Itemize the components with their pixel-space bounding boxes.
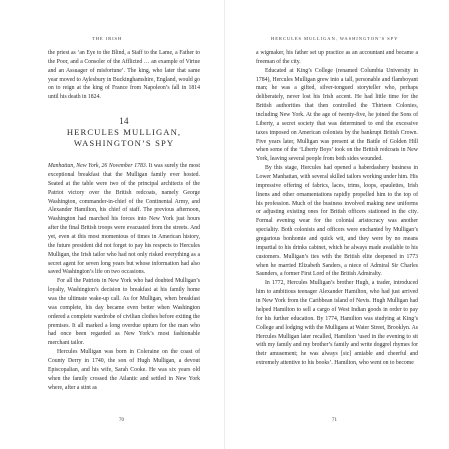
left-page <box>0 0 224 449</box>
body-paragraph: Educated at King’s College (renamed Columbia University in 1784), Hercules Mulligan grew into a tall, personable and flamboyant man; he was a gifted, silver-tongued storyteller who, perhaps deliberately, never lost his Irish accent. He had little time for the British authorities that then controlled the Thirteen Colonies, including New York. At the age of twenty-five, he joined the Sons of Liberty, a secret society that was determined to end the excessive taxes imposed on American colonists by the bankrupt British Crown. Five years later, Mulligan was present at the Battle of Golden Hill when some of the ‘Liberty Boys’ took on the British redcoats in New York, leaving several people from both sides wounded. <box>256 67 418 163</box>
body-paragraph: For all the Patriots in New York who had doubted Mulligan’s loyalty, Washington’s decision to breakfast at his family home was the ultimate wake-up call. As for Mulligan, when breakfast was complete, his day became even better when Washington ordered a complete wardrobe of civilian clothes before exiting the premises. It all marked a long overdue upturn for the man who had once been regarded as New York’s most fashionable merchant tailor. <box>48 278 200 347</box>
opening-paragraph <box>48 162 200 277</box>
continuation-paragraph: the priest as ‘an Eye to the Blind, a Staff to the Lame, a Father to the Poor, and a Consoler of the Afflicted … an example of Virtue and an Assuager of misfortune’. The king, who later that same year moved to Aylesbury in Buckinghamshire, England, would go on to reign at the king of France from Napoleon’s fall in 1814 until his death in 1824. <box>48 50 200 101</box>
dateline: Manhattan, New York, 26 November 1783. <box>48 163 148 170</box>
running-head: THE IRISH <box>92 36 123 41</box>
chapter-heading <box>48 116 200 149</box>
body-text <box>48 49 200 393</box>
body-paragraph: Hercules Mulligan was born in Coleraine on the coast of County Derry in 1740, the son of Hugh Mulligan, a devout Episcopalian, and his wife, Sarah Cooke. He was six years old when the family crossed the Atlantic and settled in New York where, after a stint as <box>48 349 200 391</box>
chapter-number: 14 <box>119 116 129 127</box>
body-paragraph: By this stage, Hercules had opened a haberdashery business in Lower Manhattan, with several skilled tailors working under him. His impressive offering of fabrics, laces, trims, loops, epaulettes, Irish linens and other ornamentations rapidly propelled him to the top of his profession. Much of the business involved making new uniforms or adjusting existing ones for British officers stationed in the city. Formal evening wear for the colonial aristocracy was another speciality. Both colonists and officers were enchanted by Mulligan’s gregarious bonhomie and quick wit, and they were by no means impartial to his drinks cabinet, which he always made available to his customers. Mulligan’s ties with the British elite deepened in 1773 when he married Elizabeth Sanders, a niece of Admiral Sir Charles Saunders, a former First Lord of the British Admiralty. <box>256 165 418 278</box>
page-number: 70 <box>119 418 124 423</box>
page-number: 71 <box>332 418 337 423</box>
chapter-title-line-1: HERCULES MULLIGAN, <box>66 127 182 138</box>
running-head: HERCULES MULLIGAN, WASHINGTON’S SPY <box>271 36 399 41</box>
body-paragraph: In 1772, Hercules Mulligan’s brother Hugh, a trader, introduced him to ambitious teenager Alexander Hamilton, who had just arrived in New York from the Caribbean island of Nevis. Hugh Mulligan had helped Hamilton to sell a cargo of West Indian goods in order to pay for his further education. By 1774, Hamilton was studying at King’s College and lodging with the Mulligans at Water Street, Brooklyn. As Hercules Mulligan later recalled, Hamilton ‘used in the evening to sit with my family and my brother’s family and write doggrel rhymes for their amusement; he was always [sic] amiable and cheerful and extremely attentive to his books’. Hamilton, who went on to become <box>256 280 418 367</box>
opening-paragraph-text: It was surely the most exceptional breakfast that the Mulligan family ever hosted. Seated at the table were two of the principal architects of the Patriot victory over the British redcoats, namely George Washington, commander-in-chief of the Continental Army, and Alexander Hamilton, his chief of staff. The previous afternoon, Washington had marched his forces into New York just hours after the final British troops were evacuated from the streets. And yet, even at this most momentous of times in American history, the future president did not forget to pay his respects to Hercules Mulligan, the Irish tailor who had not only risked everything as a secret agent for seven long years but whose information had also saved Washington’s life on two occasions. <box>48 163 200 276</box>
right-page <box>225 0 449 449</box>
body-text <box>256 49 418 368</box>
body-paragraph: a wigmaker, his father set up practice as an accountant and became a freeman of the city. <box>256 50 418 65</box>
chapter-title-line-2: WASHINGTON’S SPY <box>73 138 175 149</box>
